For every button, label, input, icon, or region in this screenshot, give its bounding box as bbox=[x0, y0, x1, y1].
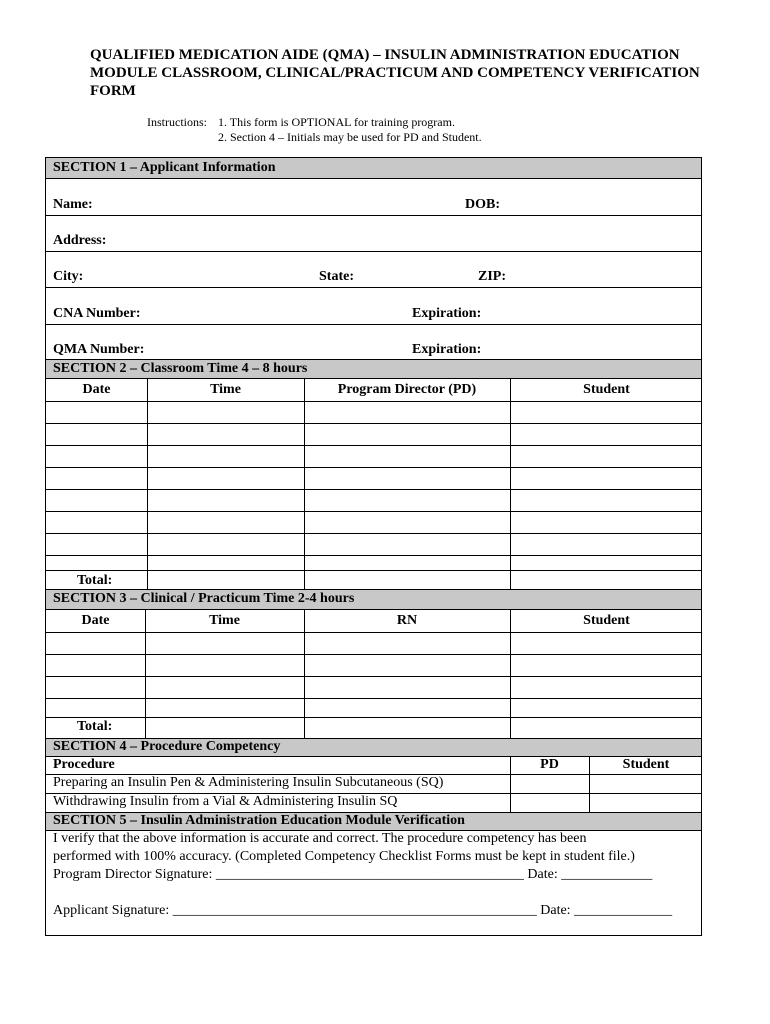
s2-total-label: Total: bbox=[77, 573, 113, 588]
section1-header: SECTION 1 – Applicant Information bbox=[53, 160, 276, 175]
s4-procedure-1: Preparing an Insulin Pen & Administering Insulin Subcutaneous (SQ) bbox=[53, 775, 444, 790]
state-label[interactable]: State: bbox=[319, 269, 354, 284]
s4-procedure-2: Withdrawing Insulin from a Vial & Administering Insulin SQ bbox=[53, 794, 398, 809]
qma-number-label[interactable]: QMA Number: bbox=[53, 342, 145, 357]
s3-col-time: Time bbox=[209, 613, 240, 628]
section4-header: SECTION 4 – Procedure Competency bbox=[53, 739, 281, 754]
section3-header: SECTION 3 – Clinical / Practicum Time 2-4 hours bbox=[53, 591, 355, 606]
pd-signature-line[interactable]: Program Director Signature: ____________________________________________ Date: _____________ bbox=[53, 867, 653, 882]
cna-expiration-label[interactable]: Expiration: bbox=[412, 306, 482, 321]
cna-number-label[interactable]: CNA Number: bbox=[53, 306, 141, 321]
section2-header: SECTION 2 – Classroom Time 4 – 8 hours bbox=[53, 361, 308, 376]
applicant-signature-line[interactable]: Applicant Signature: ____________________________________________________ Date: ______________ bbox=[53, 903, 673, 918]
s2-col-pd: Program Director (PD) bbox=[337, 382, 477, 397]
s2-col-date: Date bbox=[82, 382, 111, 397]
s2-col-time: Time bbox=[210, 382, 241, 397]
dob-label[interactable]: DOB: bbox=[465, 197, 500, 212]
s4-col-procedure: Procedure bbox=[53, 757, 115, 772]
s4-col-student: Student bbox=[622, 757, 670, 772]
title-line-1: QUALIFIED MEDICATION AIDE (QMA) – INSULIN ADMINISTRATION EDUCATION bbox=[90, 47, 680, 63]
qma-expiration-label[interactable]: Expiration: bbox=[412, 342, 482, 357]
title-line-2: MODULE CLASSROOM, CLINICAL/PRACTICUM AND COMPETENCY VERIFICATION bbox=[90, 65, 700, 81]
form-table bbox=[45, 157, 702, 936]
s3-col-date: Date bbox=[81, 613, 110, 628]
instruction-item-1: 1. This form is OPTIONAL for training program. bbox=[218, 115, 455, 129]
s5-verify-text-1: I verify that the above information is accurate and correct. The procedure competency has been bbox=[53, 831, 587, 846]
s3-total-label: Total: bbox=[77, 719, 113, 734]
s4-col-pd: PD bbox=[540, 757, 559, 772]
instructions-label: Instructions: bbox=[147, 115, 207, 129]
s5-verify-text-2: performed with 100% accuracy. (Completed Competency Checklist Forms must be kept in student file.) bbox=[53, 849, 635, 864]
city-label[interactable]: City: bbox=[53, 269, 84, 284]
address-label[interactable]: Address: bbox=[53, 233, 107, 248]
zip-label[interactable]: ZIP: bbox=[478, 269, 506, 284]
section5-header: SECTION 5 – Insulin Administration Education Module Verification bbox=[53, 813, 465, 828]
s3-col-student: Student bbox=[583, 613, 630, 628]
form-title bbox=[90, 46, 730, 100]
title-line-3: FORM bbox=[90, 83, 136, 99]
s3-col-rn: RN bbox=[396, 613, 418, 628]
instructions bbox=[147, 115, 482, 145]
instruction-item-2: 2. Section 4 – Initials may be used for PD and Student. bbox=[218, 130, 482, 144]
name-label[interactable]: Name: bbox=[53, 197, 93, 212]
s2-col-student: Student bbox=[583, 382, 630, 397]
